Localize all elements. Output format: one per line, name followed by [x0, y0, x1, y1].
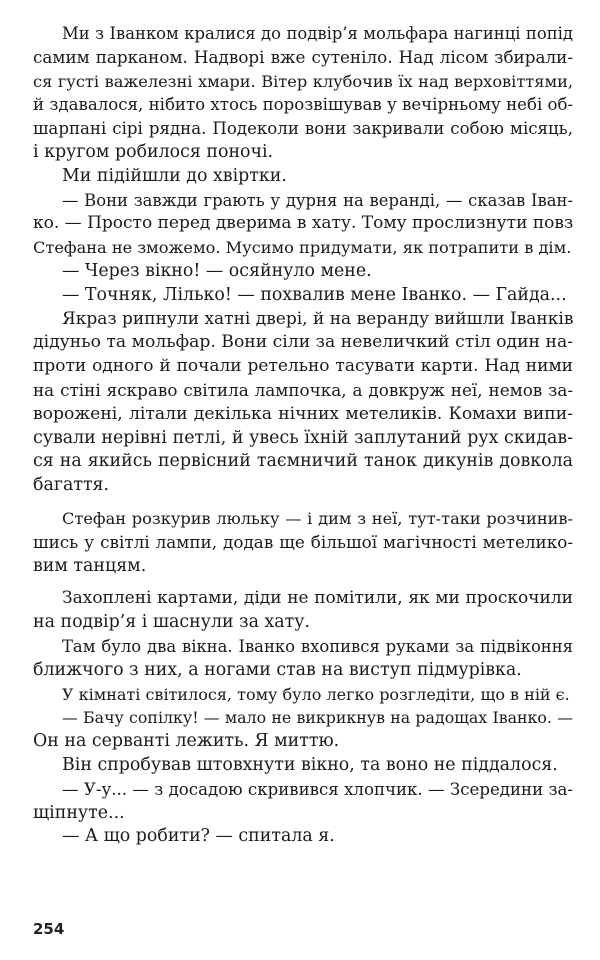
text-line: вим танцям.: [33, 555, 147, 576]
text-line: Ми з Іванком кралися до подвір’я мольфара нагинці попід: [62, 24, 573, 43]
text-line: на подвір’я і шаснули за хату.: [33, 612, 311, 633]
text-line: — Бачу сопілку! — мало не викрикнув на радощах Іванко. —: [62, 708, 573, 728]
text-line: шись у світлі лампи, додав ще більшої магічності метелико-: [33, 531, 573, 552]
text-line: й здавалося, нібито хтось порозвішував у вечірньому небі об-: [33, 95, 573, 115]
text-line: щіпнуте...: [33, 802, 125, 823]
text-line: ся на якийсь первісний таємничий танок дикунів довкола: [33, 451, 573, 472]
text-line: на стіні яскраво світила лампочка, а довкруж неї, немов за-: [33, 379, 573, 400]
body-text: [33, 22, 573, 849]
text-line: Там було два вікна. Іванко вхопився руками за підвіконня: [62, 636, 573, 656]
text-line: — Точняк, Лілько! — похвалив мене Іванко. — Гайда...: [62, 284, 567, 305]
page-number: 254: [33, 920, 65, 938]
text-line: самим парканом. Надворі вже сутеніло. Над лісом збирали-: [33, 46, 573, 67]
text-line: дідуньо та мольфар. Вони сіли за невеличкий стіл один на-: [33, 332, 573, 353]
text-line: ближчого з них, а ногами став на виступ підмурівка.: [33, 659, 522, 680]
text-line: Він спробував штовхнути вікно, та воно не піддалося.: [62, 754, 558, 775]
text-line: Он на серванті лежить. Я миттю.: [33, 731, 340, 752]
text-line: У кімнаті світилося, тому було легко розгледіти, що в ній є.: [62, 684, 570, 704]
paragraph-gap: [33, 498, 573, 507]
text-line: Захоплені картами, діди не помітили, як ми проскочили: [62, 588, 573, 609]
text-line: ко. — Просто перед дверима в хату. Тому прослизнути повз: [33, 213, 573, 234]
text-line: — А що робити? — спитала я.: [62, 826, 335, 847]
text-line: сували нерівні петлі, й увесь їхній заплутаний рух скидав-: [33, 427, 573, 448]
text-line: — Вони завжди грають у дурня на веранді, — сказав Іван-: [62, 190, 573, 210]
text-line: ся густі важелезні хмари. Вітер клубочив їх над верховіттями,: [33, 71, 573, 91]
text-line: проти одного й почали ретельно тасувати карти. Над ними: [33, 356, 573, 377]
text-line: — Через вікно! — осяйнуло мене.: [62, 260, 372, 281]
text-line: ворожені, літали декілька нічних метеликів. Комахи випи-: [33, 403, 573, 424]
text-line: — У-у... — з досадою скривився хлопчик. — Зсередини за-: [62, 779, 573, 799]
text-line: Стефана не зможемо. Мусимо придумати, як потрапити в дім.: [33, 238, 572, 258]
text-line: і кругом робилося поночі.: [33, 141, 274, 162]
text-line: шарпані сірі рядна. Подеколи вони закривали собою місяць,: [33, 119, 573, 139]
paragraph-gap: [33, 578, 573, 587]
text-line: багаття.: [33, 475, 110, 496]
text-line: Ми підійшли до хвіртки.: [62, 165, 287, 186]
text-line: Стефан розкурив люльку — і дим з неї, тут-таки розчинив-: [62, 508, 573, 528]
text-line: Якраз рипнули хатні двері, й на веранду вийшли Іванків: [62, 308, 573, 329]
